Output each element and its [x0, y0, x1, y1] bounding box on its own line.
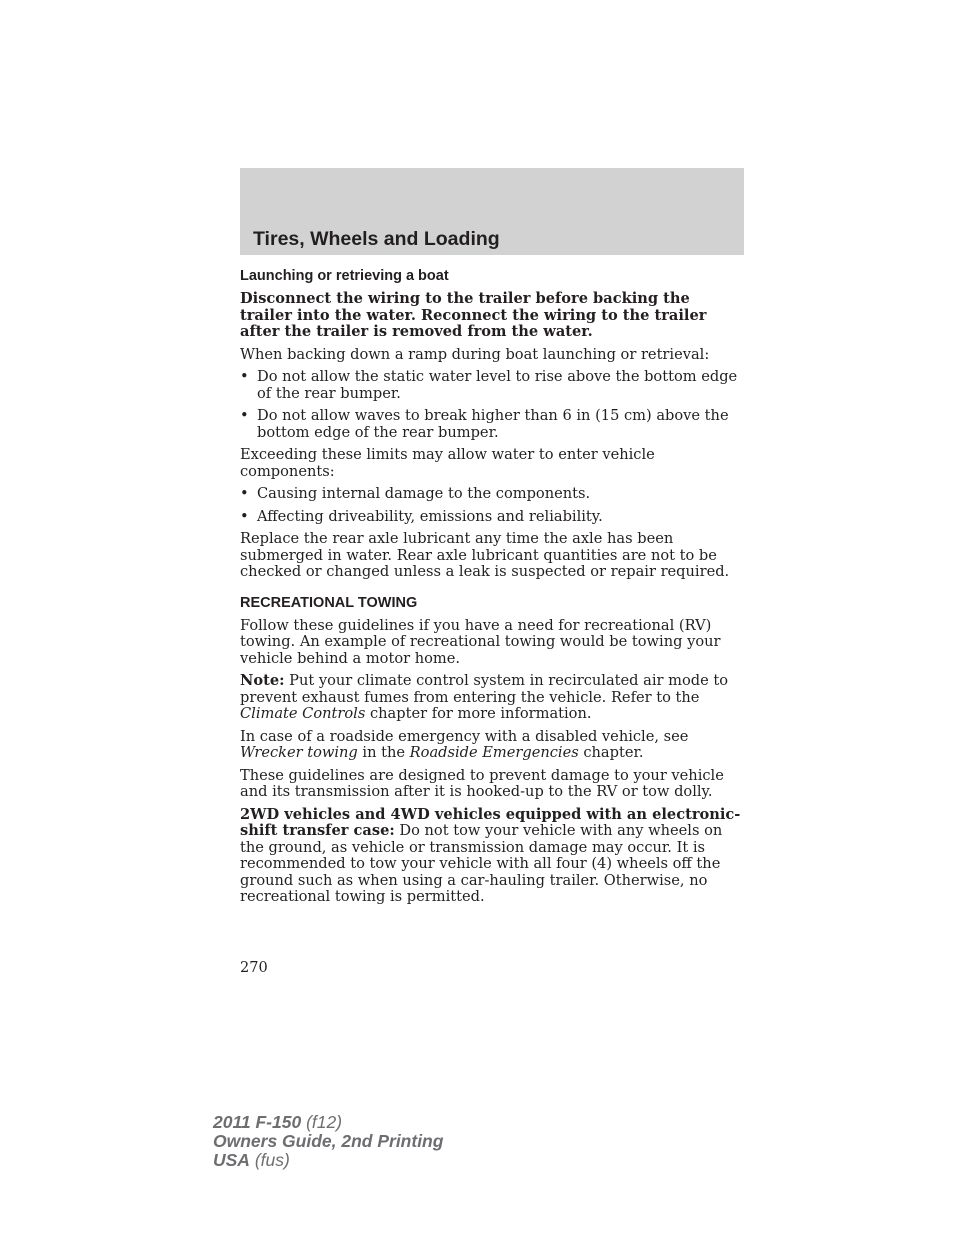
- twowd-label: 2WD vehicles and 4WD vehicles equipped with an electronic-shift transfer case:: [240, 805, 741, 839]
- chapter-header-band: [240, 168, 744, 255]
- twowd-text: Do not tow your vehicle with any wheels on the ground, as vehicle or transmission damage may occur. It is recommended to tow your vehicle with all four (4) wheels off the ground such as when using a car-hauling trailer. Otherwise, no recreational towing is permitted.: [240, 822, 723, 905]
- roadside-text-c: chapter.: [578, 744, 644, 761]
- bullet-icon: •: [240, 368, 249, 385]
- list-item-text: Do not allow the static water level to rise above the bottom edge of the rear bumper.: [257, 368, 738, 402]
- list-item-text: Do not allow waves to break higher than 6 in (15 cm) above the bottom edge of the rear bumper.: [257, 407, 729, 441]
- climate-controls-ref: Climate Controls: [240, 705, 366, 722]
- bullet-icon: •: [240, 507, 249, 525]
- bullet-icon: •: [240, 485, 249, 502]
- page-content: [240, 267, 746, 912]
- section-heading-boat: Launching or retrieving a boat: [240, 268, 449, 284]
- intro-paragraph: When backing down a ramp during boat launching or retrieval:: [240, 345, 710, 363]
- wrecker-towing-ref: Wrecker towing: [240, 744, 358, 761]
- roadside-paragraph: [240, 729, 746, 762]
- bullet-icon: •: [240, 407, 249, 424]
- chapter-title: Tires, Wheels and Loading: [253, 228, 500, 250]
- warning-paragraph: Disconnect the wiring to the trailer before backing the trailer into the water. Reconnect the wiring to the trailer after the trailer is removed from the water.: [240, 290, 707, 340]
- twowd-paragraph: [240, 807, 746, 906]
- note-text-a: Put your climate control system in recirculated air mode to prevent exhaust fumes from entering the vehicle. Refer to the: [240, 672, 729, 706]
- list-item: [240, 369, 746, 402]
- list-item: [240, 408, 746, 441]
- footer-guide: Owners Guide, 2nd Printing: [213, 1131, 444, 1151]
- bullet-list-effects: [240, 486, 746, 525]
- footer-line-region: [213, 1151, 443, 1170]
- footer-line-model: [213, 1113, 443, 1132]
- roadside-emergencies-ref: Roadside Emergencies: [409, 744, 579, 761]
- footer-region-code: (fus): [249, 1150, 290, 1170]
- roadside-text-a: In case of a roadside emergency with a disabled vehicle, see: [240, 727, 689, 745]
- section-heading-towing: RECREATIONAL TOWING: [240, 594, 418, 611]
- list-item: [240, 486, 746, 503]
- axle-paragraph: Replace the rear axle lubricant any time the axle has been submerged in water. Rear axle lubricant quantities are not to be checked or changed unless a leak is suspected or repair required.: [240, 530, 730, 580]
- page-number: 270: [240, 960, 268, 976]
- roadside-text-b: in the: [357, 744, 410, 761]
- note-text-b: chapter for more information.: [365, 705, 592, 722]
- guidelines-paragraph: These guidelines are designed to prevent damage to your vehicle and its transmission after it is hooked-up to the RV or tow dolly.: [240, 766, 724, 800]
- exceeding-paragraph: Exceeding these limits may allow water to enter vehicle components:: [240, 446, 655, 480]
- note-label: Note:: [240, 672, 285, 689]
- footer-region: USA: [213, 1150, 250, 1170]
- list-item-text: Causing internal damage to the components.: [257, 485, 591, 502]
- list-item: [240, 509, 746, 526]
- towing-intro-paragraph: Follow these guidelines if you have a need for recreational (RV) towing. An example of recreational towing would be towing your vehicle behind a motor home.: [240, 616, 721, 667]
- footer-model: 2011 F-150: [213, 1112, 302, 1132]
- footer: [213, 1113, 443, 1170]
- list-item-text: Affecting driveability, emissions and reliability.: [257, 507, 603, 525]
- footer-model-code: (f12): [301, 1112, 343, 1132]
- bullet-list-ramp: [240, 369, 746, 441]
- note-paragraph: [240, 673, 746, 723]
